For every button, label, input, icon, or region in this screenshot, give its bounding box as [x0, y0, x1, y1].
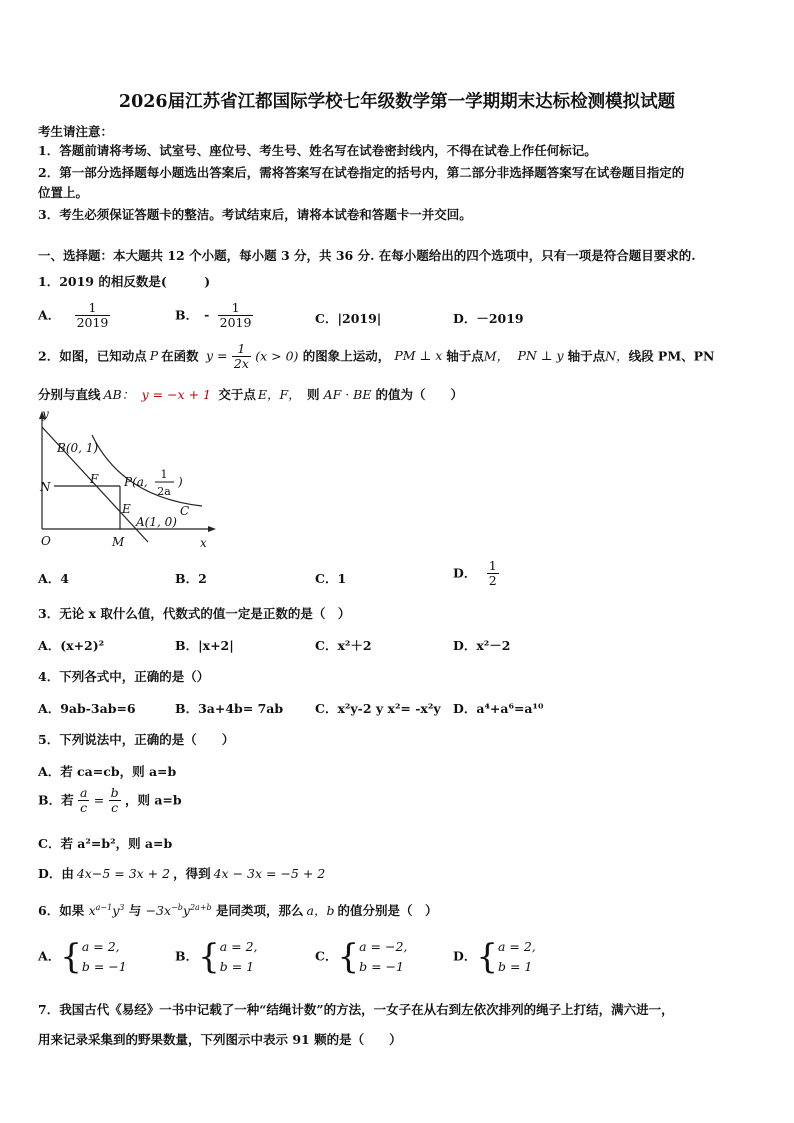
- q4-option-a: A．9ab-3ab=6: [38, 701, 136, 716]
- point-m-label: M: [112, 535, 125, 549]
- point-p-close: ): [178, 475, 183, 489]
- q7-line-2: 用来记录采集到的野果数量，下列图示中表示 91 颗的是（ ）: [38, 1032, 402, 1047]
- q2-option-d: D． $\frac{1}{2}$: [453, 558, 497, 589]
- point-a-label: A(1, 0): [136, 515, 177, 529]
- q2-option-a: A．4: [38, 571, 69, 586]
- section-heading: 一、选择题：本大题共 12 个小题，每小题 3 分，共 36 分. 在每小题给出的四个选项中，只有一项是符合题目要求的.: [38, 248, 696, 263]
- q4-option-b: B．3a+4b= 7ab: [175, 701, 284, 716]
- q2-option-b: B．2: [175, 571, 207, 586]
- q5-option-c: C．若 a²=b²，则 a=b: [38, 836, 173, 851]
- notice-item-3: 3．考生必须保证答题卡的整洁。考试结束后，请将本试卷和答题卡一并交回。: [38, 207, 472, 222]
- q3-option-a: A．(x+2)²: [38, 638, 105, 653]
- q6-stem: 6．如果 $x^{a-1}y^3$ 与 $-3x^{-b}y^{2a+b}$ 是同类项，那么 a，b 的值分别是（ ）: [38, 902, 438, 918]
- q1-stem: 1．2019 的相反数是( ): [38, 274, 211, 289]
- y-axis-label: y: [42, 407, 49, 421]
- q5-option-d: D．由 4x−5 = 3x + 2 ，得到 4x − 3x = −5 + 2: [38, 866, 326, 881]
- page-title: 2026届江苏省江都国际学校七年级数学第一学期期末达标检测模拟试题: [118, 92, 676, 112]
- notice-heading: 考生请注意：: [38, 124, 114, 139]
- q1-option-a: A． $\frac{1}{2019}$: [38, 300, 109, 331]
- point-p-label: P(a,: [124, 475, 148, 489]
- point-b-label: B(0, 1): [57, 441, 99, 455]
- q2-line-1: 2．如图，已知动点 P 在函数 y = $\frac{1}{2x}$ (x > 0) 的图象上运动， PM ⊥ x 轴于点M， PN ⊥ y 轴于点N，线段 PM、PN: [38, 341, 715, 372]
- notice-item-1: 1．答题前请将考场、试室号、座位号、考生号、姓名写在试卷密封线内，不得在试卷上作任何标记。: [38, 143, 597, 158]
- q4-option-d: D．a⁴+a⁶=a¹⁰: [453, 701, 544, 716]
- q6-option-b: B．{a = 2, b = 1: [175, 937, 258, 977]
- q3-option-c: C．x²＋2: [315, 638, 372, 653]
- q2-line-2: 分别与直线 AB： y = −x + 1 交于点 E，F， 则 AF · BE 的值为（ ）: [38, 387, 463, 402]
- q6-option-c: C．{a = −2, b = −1: [315, 937, 408, 977]
- point-f-label: F: [90, 472, 99, 486]
- q5-stem: 5．下列说法中，正确的是（ ）: [38, 732, 235, 747]
- point-n-label: N: [40, 480, 51, 494]
- q5-option-a: A．若 ca=cb，则 a=b: [38, 764, 177, 779]
- point-p-den: 2a: [157, 485, 171, 498]
- q6-option-a: A．{a = 2, b = −1: [38, 937, 127, 977]
- x-axis-label: x: [200, 536, 207, 550]
- curve-c-label: C: [180, 504, 190, 518]
- q6-option-d: D．{a = 2, b = 1: [453, 937, 536, 977]
- point-p-num: 1: [160, 468, 168, 481]
- q1-option-d: D．－2019: [453, 311, 524, 326]
- q3-option-b: B．|x+2|: [175, 638, 234, 653]
- q7-line-1: 7．我国古代《易经》一书中记载了一种“结绳计数”的方法，一女子在从右到左依次排列的绳子上打结，满六进一，: [38, 1002, 674, 1017]
- q2-option-c: C．1: [315, 571, 347, 586]
- q3-option-d: D．x²－2: [453, 638, 511, 653]
- origin-label: O: [41, 534, 51, 548]
- hyperbola-curve: [92, 435, 202, 506]
- q5-option-b: B．若 $\frac{a}{c}$ = $\frac{b}{c}$ ，则 a=b: [38, 785, 182, 816]
- q2-figure: [30, 405, 220, 555]
- q4-option-c: C．x²y-2 y x²= -x²y: [315, 701, 441, 716]
- notice-item-2: 2．第一部分选择题每小题选出答案后，需将答案写在试卷指定的括号内，第二部分非选择题答案写在试卷题目指定的: [38, 165, 685, 180]
- q4-stem: 4．下列各式中，正确的是（）: [38, 669, 210, 684]
- point-e-label: E: [122, 502, 131, 516]
- q3-stem: 3．无论 x 取什么值，代数式的值一定是正数的是（ ）: [38, 606, 351, 621]
- notice-item-2-cont: 位置上。: [38, 185, 89, 200]
- q1-option-c: C．|2019|: [315, 311, 382, 326]
- q1-option-b: B． - $\frac{1}{2019}$: [175, 300, 252, 331]
